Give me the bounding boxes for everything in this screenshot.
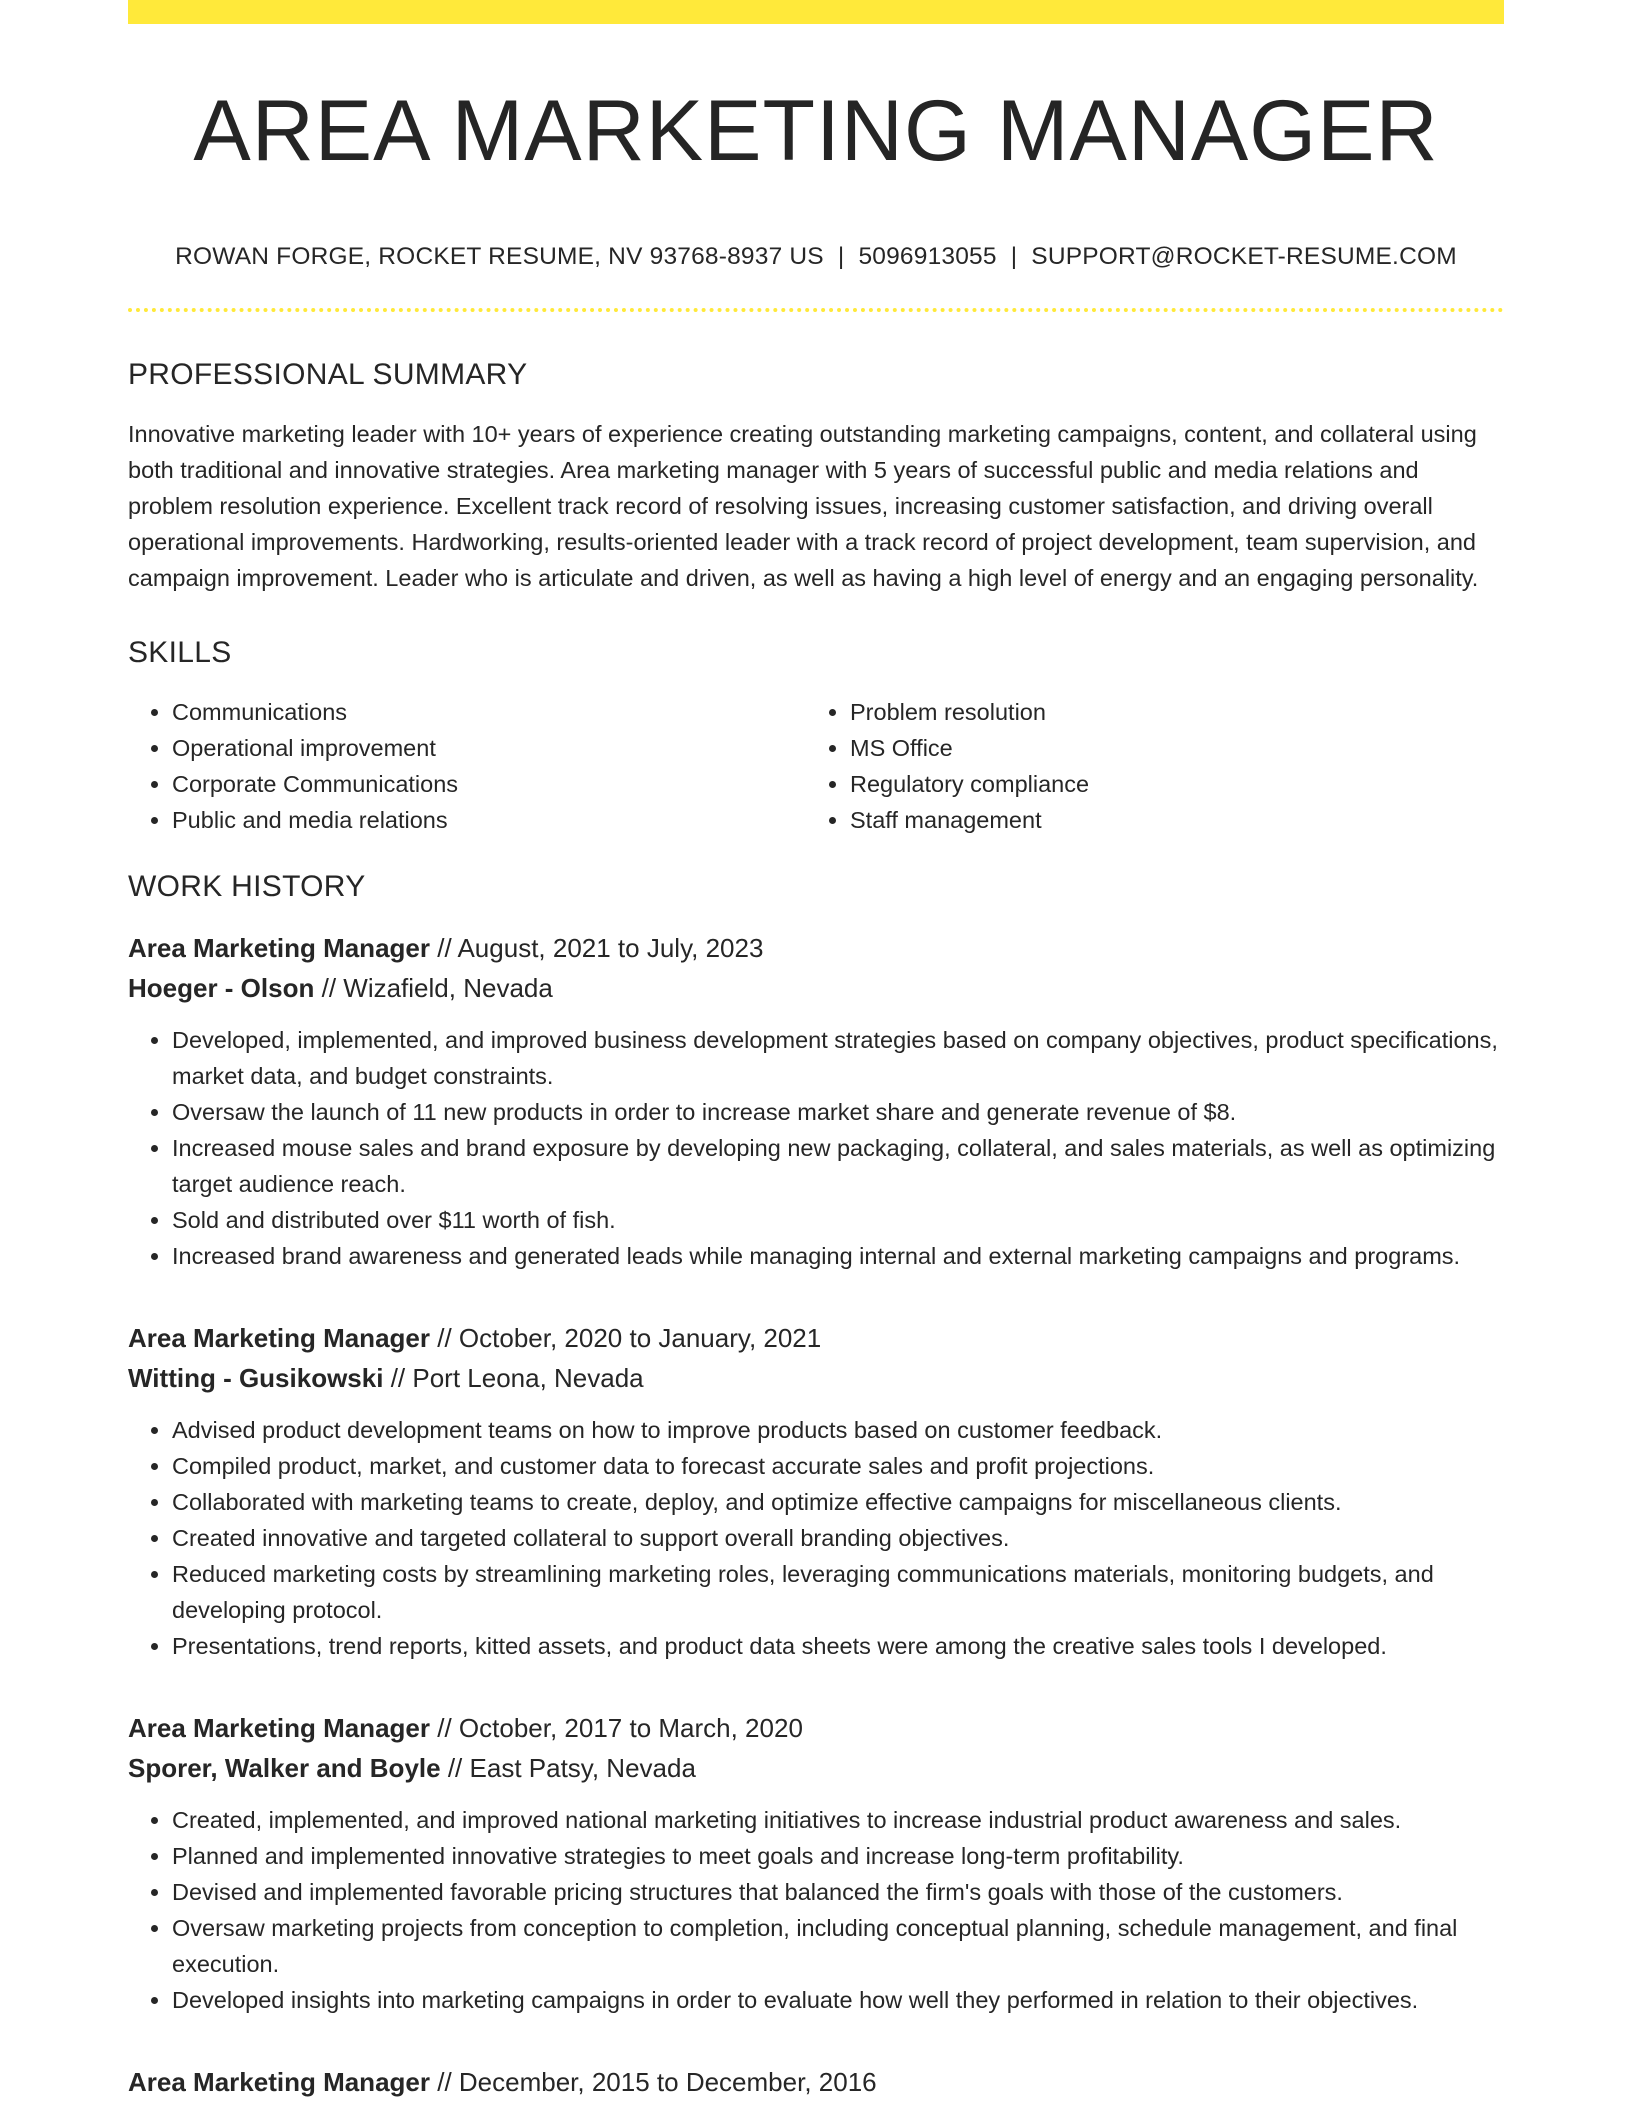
job-bullet: • Collaborated with marketing teams to create, deploy, and optimize effective campaigns for miscellaneous clients. [172, 1484, 1504, 1520]
skills-column-right [806, 694, 1504, 838]
skill-item: • Regulatory compliance [850, 766, 1504, 802]
job-separator: // [437, 933, 452, 964]
job-company-line [128, 1358, 1504, 1398]
skill-item: • Communications [172, 694, 806, 730]
job-bullet: • Reduced marketing costs by streamlining marketing roles, leveraging communications materials, monitoring budgets, and developing protocol. [172, 1556, 1504, 1628]
job-bullet: • Developed, implemented, and improved business development strategies based on company objectives, product specifications, market data, and budget constraints. [172, 1022, 1504, 1094]
skill-item: • Operational improvement [172, 730, 806, 766]
contact-address: ROWAN FORGE, ROCKET RESUME, NV 93768-8937 US [175, 243, 824, 271]
job-bullet: • Oversaw marketing projects from conception to completion, including conceptual planning, schedule management, and final execution. [172, 1910, 1504, 1982]
dotted-divider [128, 308, 1504, 312]
skill-item: • Corporate Communications [172, 766, 806, 802]
job-company-line [128, 1748, 1504, 1788]
job-bullet: • Created innovative and targeted collateral to support overall branding objectives. [172, 1520, 1504, 1556]
job-title: Area Marketing Manager [128, 933, 430, 964]
skill-item: • Problem resolution [850, 694, 1504, 730]
job-entry [128, 1708, 1504, 2018]
job-bullet: • Sold and distributed over $11 worth of fish. [172, 1202, 1504, 1238]
skill-item: • Public and media relations [172, 802, 806, 838]
job-location: Wizafield, Nevada [343, 973, 553, 1004]
work-history-heading: WORK HISTORY [128, 870, 366, 904]
job-location: Port Leona, Nevada [412, 1363, 644, 1394]
job-entry [128, 928, 1504, 1274]
job-dates: October, 2017 to March, 2020 [458, 1713, 803, 1744]
contact-email: SUPPORT@ROCKET-RESUME.COM [1031, 243, 1457, 271]
job-bullets [128, 1412, 1504, 1664]
job-bullet: • Compiled product, market, and customer data to forecast accurate sales and profit projections. [172, 1448, 1504, 1484]
job-separator: // [437, 1323, 452, 1354]
job-dates: December, 2015 to December, 2016 [458, 2067, 877, 2098]
job-company: Sporer, Walker and Boyle [128, 1753, 441, 1784]
job-bullet: • Increased brand awareness and generated leads while managing internal and external marketing campaigns and programs. [172, 1238, 1504, 1274]
job-bullet: • Created, implemented, and improved national marketing initiatives to increase industrial product awareness and sales. [172, 1802, 1504, 1838]
job-bullet: • Increased mouse sales and brand exposure by developing new packaging, collateral, and sales materials, as well as optimizing target audience reach. [172, 1130, 1504, 1202]
job-location: East Patsy, Nevada [469, 1753, 696, 1784]
job-dates: October, 2020 to January, 2021 [458, 1323, 822, 1354]
job-title-line [128, 1318, 1504, 1358]
job-entry [128, 1318, 1504, 1664]
job-bullet: • Devised and implemented favorable pricing structures that balanced the firm's goals with those of the customers. [172, 1874, 1504, 1910]
job-bullets [128, 1802, 1504, 2018]
job-title: Area Marketing Manager [128, 1713, 430, 1744]
job-company-line [128, 968, 1504, 1008]
job-bullet: • Oversaw the launch of 11 new products in order to increase market share and generate revenue of $8. [172, 1094, 1504, 1130]
contact-phone: 5096913055 [858, 243, 997, 271]
job-title-line [128, 928, 1504, 968]
job-separator: // [437, 1713, 452, 1744]
job-bullets [128, 1022, 1504, 1274]
job-title: Area Marketing Manager [128, 2067, 430, 2098]
job-separator: // [321, 973, 337, 1004]
job-company: Witting - Gusikowski [128, 1363, 384, 1394]
summary-heading: PROFESSIONAL SUMMARY [128, 358, 528, 392]
contact-line [128, 243, 1504, 271]
skills-list [128, 694, 1504, 838]
job-title-line [128, 2062, 1504, 2102]
job-company: Hoeger - Olson [128, 973, 315, 1004]
job-separator: // [447, 1753, 463, 1784]
summary-text: Innovative marketing leader with 10+ years of experience creating outstanding marketing campaigns, content, and collateral using both traditional and innovative strategies. Area marketing manager with 5 years of successful public and media relations and problem resolution experience. Excellent track record of resolving issues, increasing customer satisfaction, and driving overall operational improvements. Hardworking, results-oriented leader with a track record of project development, team supervision, and campaign improvement. Leader who is articulate and driven, as well as having a high level of energy and an engaging personality. [128, 421, 1479, 592]
skill-item: • Staff management [850, 802, 1504, 838]
job-dates: August, 2021 to July, 2023 [457, 933, 764, 964]
job-separator: // [390, 1363, 406, 1394]
contact-separator: | [837, 243, 845, 271]
job-separator: // [437, 2067, 452, 2098]
contact-separator: | [1010, 243, 1018, 271]
resume-title: AREA MARKETING MANAGER [193, 83, 1439, 179]
skills-column-left [128, 694, 806, 838]
job-title-line [128, 1708, 1504, 1748]
job-title: Area Marketing Manager [128, 1323, 430, 1354]
job-bullet: • Developed insights into marketing campaigns in order to evaluate how well they performed in relation to their objectives. [172, 1982, 1504, 2018]
job-bullet: • Planned and implemented innovative strategies to meet goals and increase long-term profitability. [172, 1838, 1504, 1874]
accent-top-bar [128, 0, 1504, 24]
job-bullet: • Advised product development teams on how to improve products based on customer feedback. [172, 1412, 1504, 1448]
resume-page [128, 0, 1504, 2102]
job-entry [128, 2062, 1504, 2102]
job-bullet: • Presentations, trend reports, kitted assets, and product data sheets were among the creative sales tools I developed. [172, 1628, 1504, 1664]
skills-heading: SKILLS [128, 636, 232, 670]
skill-item: • MS Office [850, 730, 1504, 766]
